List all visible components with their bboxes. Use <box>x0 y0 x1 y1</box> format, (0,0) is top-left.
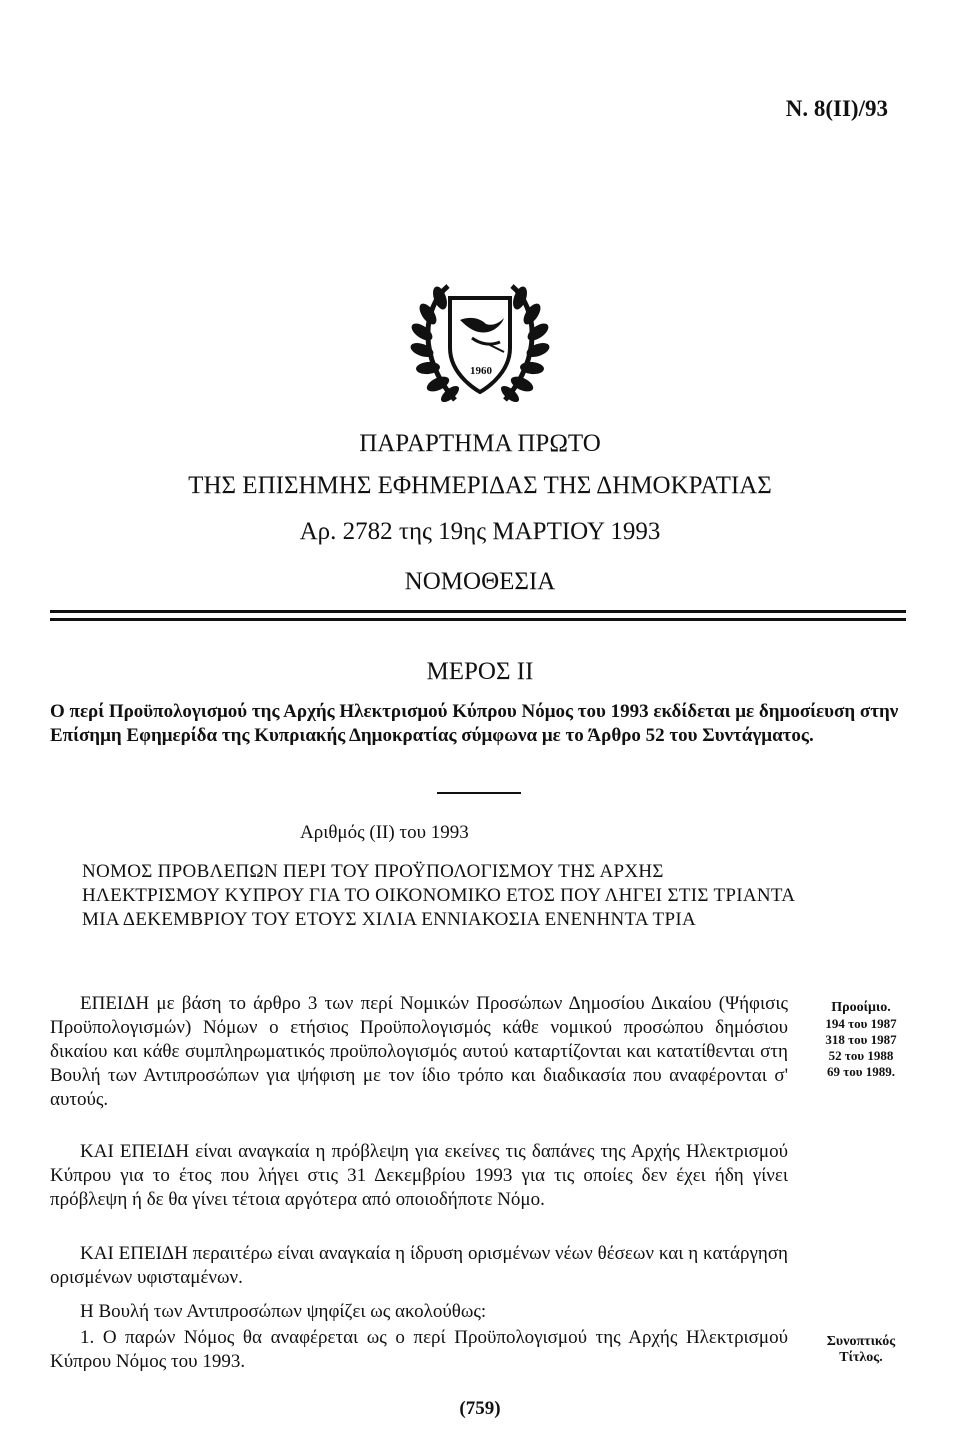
coat-of-arms-icon <box>400 268 560 418</box>
legislation-title: ΝΟΜΟΘΕΣΙΑ <box>404 568 556 595</box>
side-note-short-title-line1: Συνοπτικός <box>826 1334 896 1349</box>
short-divider <box>437 792 521 794</box>
section-1: 1. Ο παρών Νόμος θα αναφέρεται ως ο περί Προϋπολογισμού της Αρχής Ηλεκτρισμού Κύπρου Νόμος του 1993. <box>50 1327 788 1372</box>
page-number: (759) <box>459 1398 501 1419</box>
part-title: ΜΕΡΟΣ ΙΙ <box>426 658 534 685</box>
enacting-clause: Η Βουλή των Αντιπροσώπων ψηφίζει ως ακολούθως: <box>80 1301 487 1322</box>
side-note-preamble <box>805 1000 917 1080</box>
preamble-paragraph-3: ΚΑΙ ΕΠΕΙΔΗ περαιτέρω είναι αναγκαία η ίδρυση ορισμένων νέων θέσεων και η κατάργηση ορισμένων υφισταμένων. <box>50 1243 788 1288</box>
law-number: Ν. 8(ΙΙ)/93 <box>785 96 888 121</box>
preamble-paragraph-2: ΚΑΙ ΕΠΕΙΔΗ είναι αναγκαία η πρόβλεψη για εκείνες τις δαπάνες της Αρχής Ηλεκτρισμού Κύπρου για το έτος που λήγει στις 31 Δεκεμβρίου 1993 για τις οποίες δεν έχει ήδη γίνει πρόβλεψη ή δε θα γίνει τέτοια αργότερα από οποιοδήποτε Νόμο. <box>50 1141 788 1210</box>
intro-paragraph: Ο περί Προϋπολογισμού της Αρχής Ηλεκτρισμού Κύπρου Νόμος του 1993 εκδίδεται με δημοσίευση στην Επίσημη Εφημερίδα της Κυπριακής Δημοκρατίας σύμφωνα με το Άρθρο 52 του Συντάγματος. <box>50 701 899 746</box>
preamble-paragraph-1: ΕΠΕΙΔΗ με βάση το άρθρο 3 των περί Νομικών Προσώπων Δημοσίου Δικαίου (Ψήφισις Προϋπολογισμών) Νόμων ο ετήσιος Προϋπολογισμός κάθε νομικού προσώπου δημόσιου δικαίου και κάθε συμπληρωματικός προϋπολογισμός αυτού καταρτίζονται και κατατίθενται στη Βουλή των Αντιπροσώπων για ψήφιση με τον ίδιο τρόπο και διαδικασία που αναφέρονται σ' αυτούς. <box>50 993 788 1110</box>
gazette-title: ΤΗΣ ΕΠΙΣΗΜΗΣ ΕΦΗΜΕΡΙΔΑΣ ΤΗΣ ΔΗΜΟΚΡΑΤΙΑΣ <box>188 472 772 499</box>
side-note-ref: 194 του 1987 <box>825 1016 897 1031</box>
divider-rule-top <box>50 610 906 613</box>
side-note-short-title <box>805 1334 917 1366</box>
law-number-line: Αριθμός (ΙΙ) του 1993 <box>300 822 469 843</box>
issue-line: Αρ. 2782 της 19ης ΜΑΡΤΙΟΥ 1993 <box>299 518 661 545</box>
side-note-ref: 318 του 1987 <box>825 1032 897 1047</box>
annex-title: ΠΑΡΑΡΤΗΜΑ ΠΡΩΤΟ <box>359 430 601 457</box>
side-note-ref: 69 του 1989. <box>827 1064 895 1079</box>
side-note-preamble-title: Προοίμιο. <box>831 1000 891 1015</box>
side-note-ref: 52 του 1988 <box>828 1048 894 1063</box>
law-heading: ΝΟΜΟΣ ΠΡΟΒΛΕΠΩΝ ΠΕΡΙ ΤΟΥ ΠΡΟΫΠΟΛΟΓΙΣΜΟΥ ΤΗΣ ΑΡΧΗΣ ΗΛΕΚΤΡΙΣΜΟΥ ΚΥΠΡΟΥ ΓΙΑ ΤΟ ΟΙΚΟΝΟΜΙΚΟ ΕΤΟΣ ΠΟΥ ΛΗΓΕΙ ΣΤΙΣ ΤΡΙΑΝΤΑ ΜΙΑ ΔΕΚΕΜΒΡΙΟΥ ΤΟΥ ΕΤΟΥΣ ΧΙΛΙΑ ΕΝΝΙΑΚΟΣΙΑ ΕΝΕΝΗΝΤΑ ΤΡΙΑ <box>82 861 795 930</box>
emblem-year: 1960 <box>470 365 492 377</box>
divider-rule-bottom <box>50 618 906 621</box>
side-note-short-title-line2: Τίτλος. <box>839 1350 883 1365</box>
